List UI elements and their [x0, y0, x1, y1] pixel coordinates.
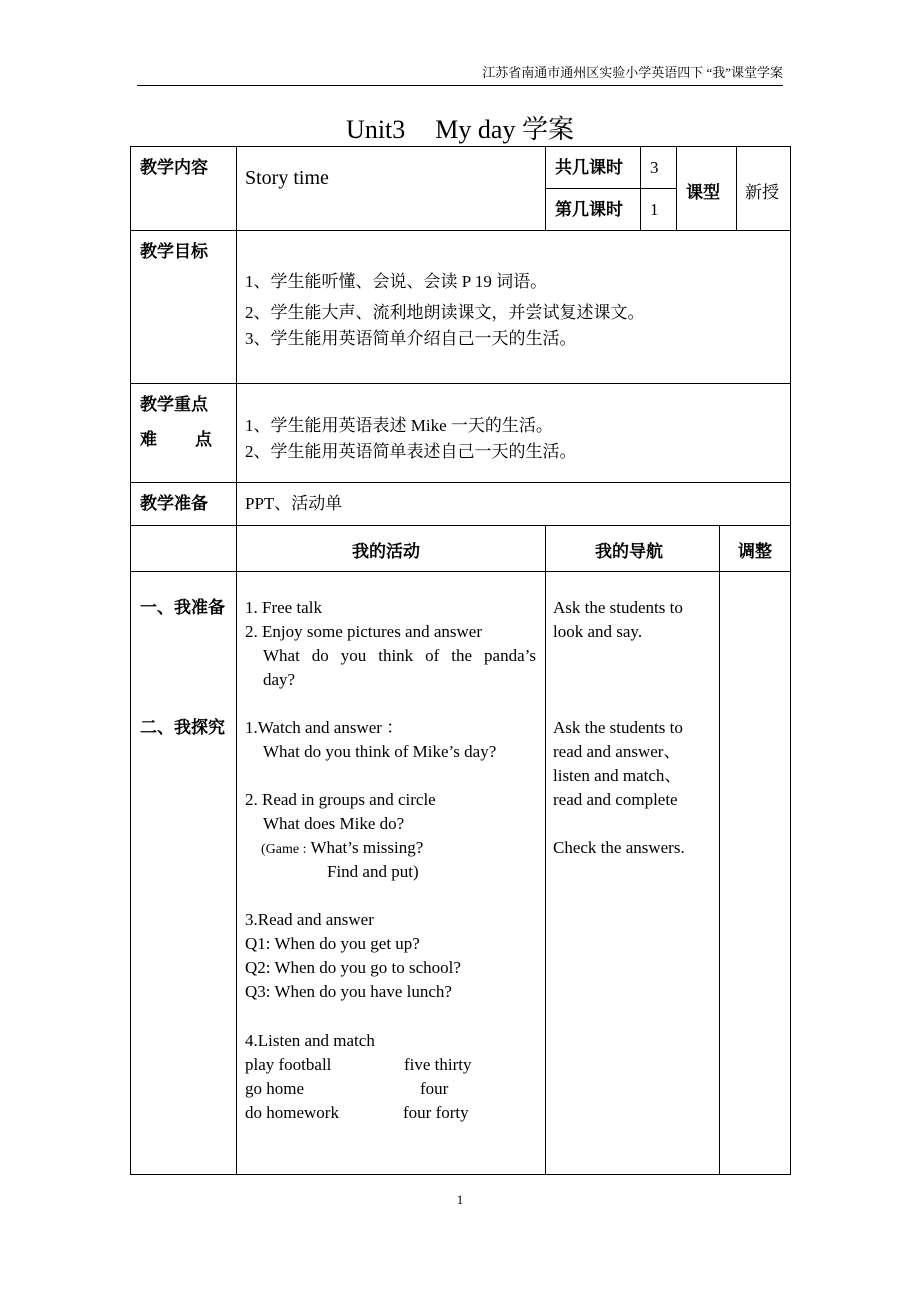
match-left: do homework — [245, 1103, 339, 1122]
activity-question-justified — [263, 644, 536, 668]
goal-item: 2、学生能大声、流利地朗读课文，并尝试复述课文。 — [245, 303, 645, 322]
activity-line: Q2: When do you go to school? — [245, 958, 461, 977]
activity-line: 1. Free talk — [245, 598, 322, 617]
key-points-label: 教学重点 — [140, 395, 208, 415]
guide-line: listen and match、 — [553, 766, 682, 785]
activity-line: 4.Listen and match — [245, 1031, 375, 1050]
row-divider — [545, 188, 676, 189]
game-rest: What’s missing? — [310, 838, 424, 857]
word: What — [263, 646, 300, 665]
title-unit: Unit3 — [346, 115, 406, 144]
activity-line: Q1: When do you get up? — [245, 934, 420, 953]
activity-line: Q3: When do you have lunch? — [245, 982, 452, 1001]
section-explore: 二、我探究 — [140, 718, 225, 738]
content-label: 教学内容 — [140, 158, 208, 178]
section-prepare: 一、我准备 — [140, 598, 225, 618]
row-divider — [130, 571, 791, 572]
goal-item: 1、学生能听懂、会说、会读 P 19 词语。 — [245, 272, 548, 291]
adjust-column-header: 调整 — [738, 542, 772, 562]
guide-line: look and say. — [553, 622, 643, 641]
key-point-item: 2、学生能用英语简单表述自己一天的生活。 — [245, 442, 577, 461]
activity-line: 1.Watch and answer ： — [245, 718, 404, 737]
match-right: four — [420, 1079, 449, 1098]
row-divider — [130, 230, 791, 231]
page-header: 江苏省南通市通州区实验小学英语四下 “我”课堂学案 — [482, 65, 783, 80]
word: of — [425, 646, 440, 665]
match-right: four forty — [403, 1103, 469, 1122]
row-divider — [130, 482, 791, 483]
total-lessons-label: 共几课时 — [555, 158, 623, 178]
word: you — [340, 646, 367, 665]
activity-line: day? — [263, 670, 296, 689]
activity-line: Find and put) — [327, 862, 419, 881]
prep-value: PPT、活动单 — [245, 494, 343, 513]
header-rule — [137, 85, 783, 86]
activity-line: What does Mike do? — [263, 814, 405, 833]
goal-item: 3、学生能用英语简单介绍自己一天的生活。 — [245, 329, 577, 348]
activity-column-header: 我的活动 — [352, 542, 420, 562]
total-lessons-value: 3 — [650, 158, 659, 177]
difficulty-label-char: 点 — [195, 430, 212, 450]
content-value: Story time — [245, 167, 329, 189]
word: the — [451, 646, 473, 665]
lesson-number-label: 第几课时 — [555, 200, 623, 220]
guide-line: Ask the students to — [553, 718, 683, 737]
column-divider — [545, 146, 546, 230]
column-divider — [719, 525, 720, 1175]
guide-column-header: 我的导航 — [595, 542, 663, 562]
column-divider — [236, 146, 237, 1175]
activity-line — [261, 836, 423, 862]
guide-line: Ask the students to — [553, 598, 683, 617]
column-divider — [545, 525, 546, 1175]
guide-line: read and complete — [553, 790, 678, 809]
match-left: play football — [245, 1055, 332, 1074]
lesson-number-value: 1 — [650, 200, 659, 219]
activity-line: 2. Enjoy some pictures and answer — [245, 622, 482, 641]
row-divider — [130, 525, 791, 526]
word: do — [311, 646, 329, 665]
row-divider — [130, 383, 791, 384]
goals-label: 教学目标 — [140, 242, 208, 262]
match-right: five thirty — [404, 1055, 472, 1074]
key-point-item: 1、学生能用英语表述 Mike 一天的生活。 — [245, 416, 553, 435]
page-number: 1 — [456, 1192, 464, 1207]
column-divider — [676, 146, 677, 230]
match-left: go home — [245, 1079, 305, 1098]
game-prefix: (Game : — [261, 842, 307, 857]
column-divider — [736, 146, 737, 230]
word: think — [378, 646, 414, 665]
guide-line: read and answer、 — [553, 742, 681, 761]
activity-line: 3.Read and answer — [245, 910, 374, 929]
lesson-type-label: 课型 — [686, 183, 720, 203]
page-title — [0, 112, 920, 148]
guide-line: Check the answers. — [553, 838, 685, 857]
word: panda’s — [484, 646, 536, 665]
activity-line: What do you think of Mike’s day? — [263, 742, 497, 761]
activity-line: 2. Read in groups and circle — [245, 790, 436, 809]
column-divider — [640, 146, 641, 230]
lesson-type-value: 新授 — [745, 183, 779, 202]
prep-label: 教学准备 — [140, 494, 208, 514]
title-name: My day 学案 — [435, 115, 574, 144]
difficulty-label-char: 难 — [140, 430, 157, 450]
